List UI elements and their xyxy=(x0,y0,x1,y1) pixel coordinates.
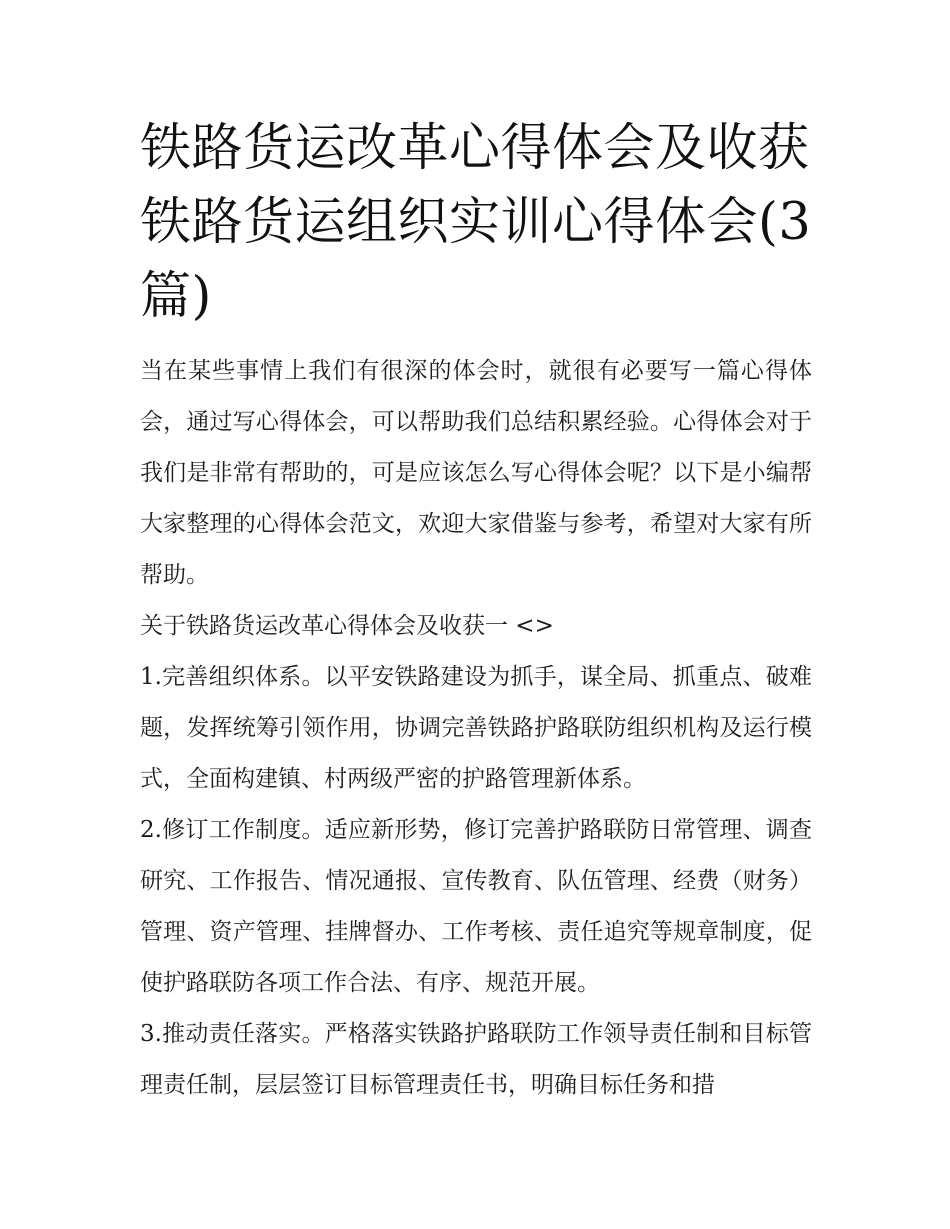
list-item: 1.完善组织体系。以平安铁路建设为抓手，谋全局、抓重点、破难题，发挥统筹引领作用，协调完善铁路护路联防组织机构及运行模式，全面构建镇、村两级严密的护路管理新体系。 xyxy=(140,664,812,792)
document-title: 铁路货运改革心得体会及收获铁路货运组织实训心得体会(3篇) xyxy=(140,119,812,326)
list-item: 2.修订工作制度。适应新形势，修订完善护路联防日常管理、调查研究、工作报告、情况通报、宣传教育、队伍管理、经费（财务）管理、资产管理、挂牌督办、工作考核、责任追究等规章制度，促使护路联防各项工作合法、有序、规范开展。 xyxy=(140,817,812,996)
list-item: 3.推动责任落实。严格落实铁路护路联防工作领导责任制和目标管理责任制，层层签订目标管理责任书，明确目标任务和措 xyxy=(140,1021,812,1098)
document-page xyxy=(140,112,812,1111)
intro-paragraph: 当在某些事情上我们有很深的体会时，就很有必要写一篇心得体会，通过写心得体会，可以帮助我们总结积累经验。心得体会对于我们是非常有帮助的，可是应该怎么写心得体会呢？以下是小编帮大家整理的心得体会范文，欢迎大家借鉴与参考，希望对大家有所帮助。 xyxy=(140,358,812,588)
section-heading: 关于铁路货运改革心得体会及收获一 <> xyxy=(140,613,554,639)
